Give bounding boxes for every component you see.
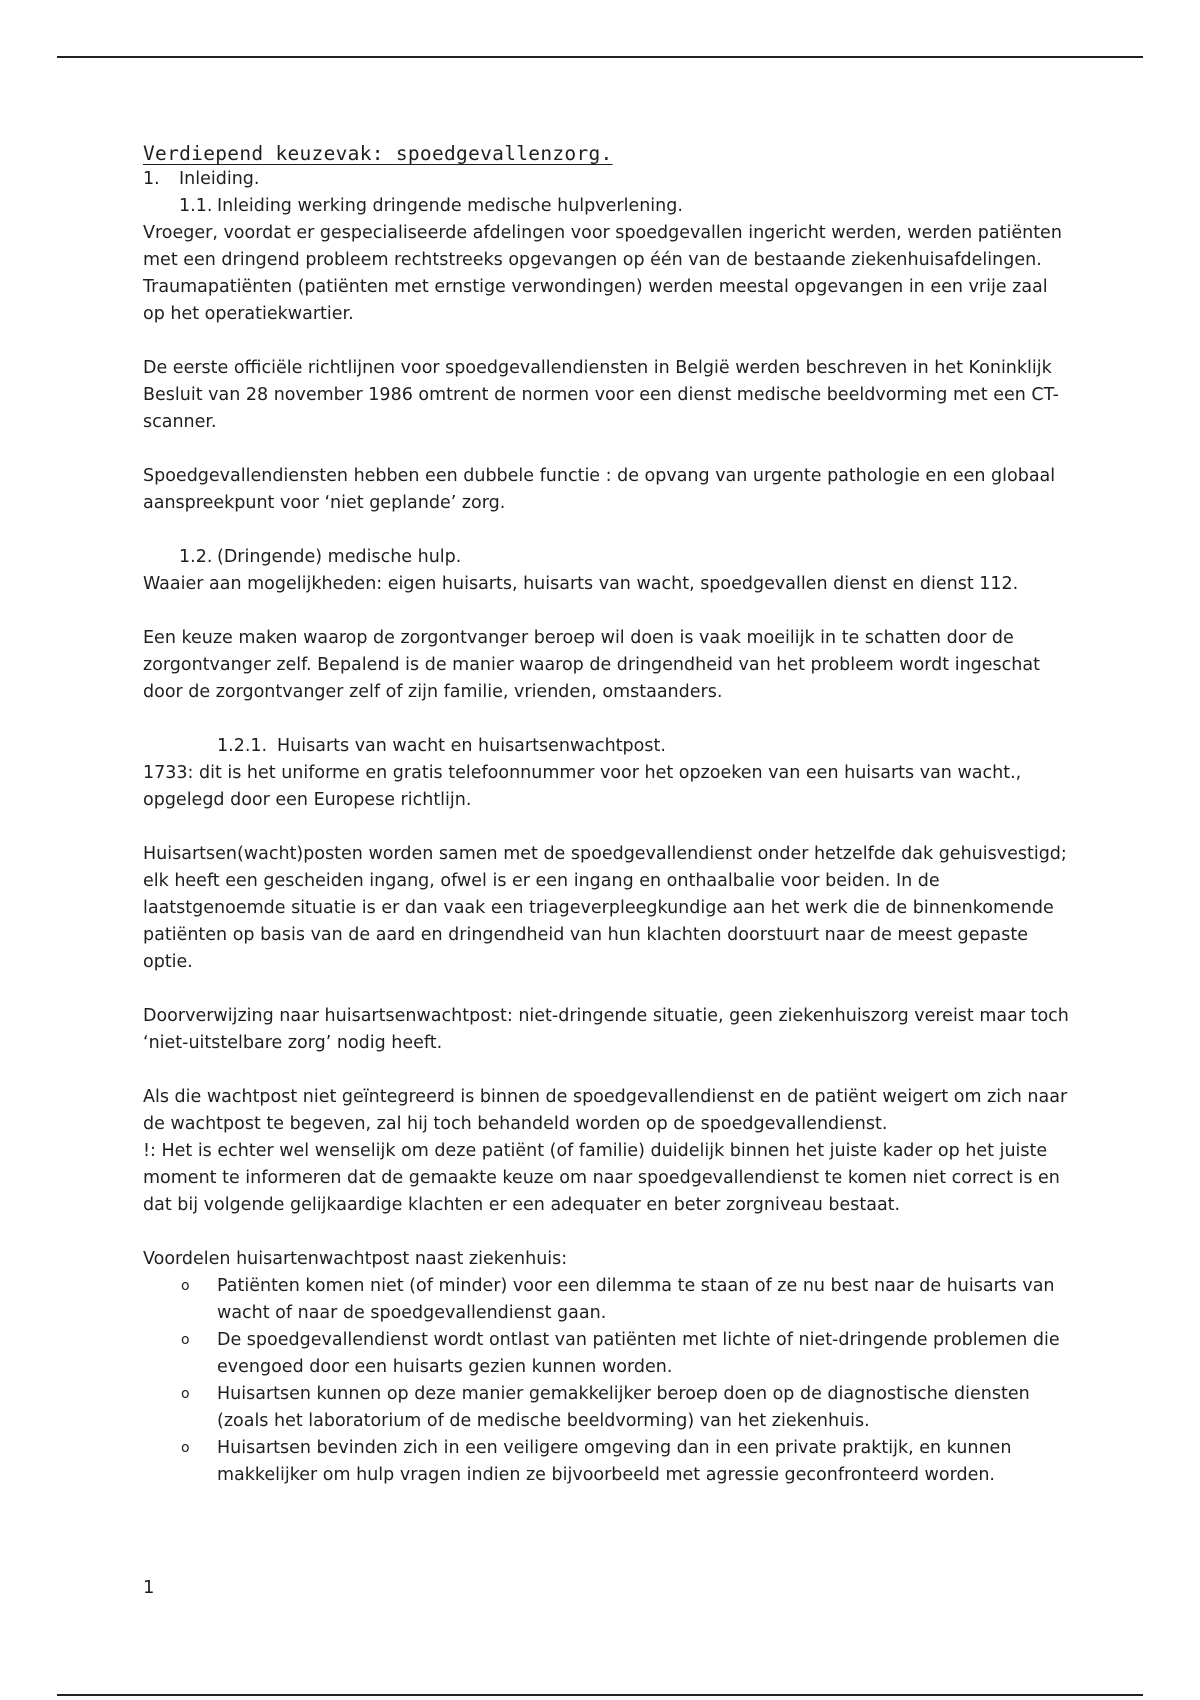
section-heading-1-2 [143, 544, 1073, 571]
section-number: 1.1. [179, 196, 213, 216]
section-number: 1. [143, 169, 160, 189]
page-number: 1 [143, 1577, 155, 1598]
bullet-icon: o [181, 1386, 190, 1402]
list-item-text: Patiënten komen niet (of minder) voor een dilemma te staan of ze nu best naar de huisarts van wacht of naar de spoedgevallendienst gaan. [217, 1276, 1055, 1323]
list-item [143, 1381, 1073, 1435]
section-heading-1-2-1 [143, 733, 1073, 760]
list-item-text: Huisartsen kunnen op deze manier gemakkelijker beroep doen op de diagnostische diensten (zoals het laboratorium of de medische beeldvorming) van het ziekenhuis. [217, 1384, 1030, 1431]
section-title: (Dringende) medische hulp. [217, 547, 462, 567]
paragraph: Als die wachtpost niet geïntegreerd is binnen de spoedgevallendienst en de patiënt weigert om zich naar de wachtpost te begeven, zal hij toch behandeld worden op de spoedgevallendienst. [143, 1087, 1068, 1134]
bullet-icon: o [181, 1332, 190, 1348]
section-title: Huisarts van wacht en huisartsenwachtpost. [277, 736, 666, 756]
list-item [143, 1435, 1073, 1489]
paragraph: Voordelen huisartenwachtpost naast ziekenhuis: [143, 1249, 568, 1269]
paragraph: Spoedgevallendiensten hebben een dubbele functie : de opvang van urgente pathologie en een globaal aanspreekpunt voor ‘niet geplande’ zorg. [143, 466, 1056, 513]
paragraph: De eerste officiële richtlijnen voor spoedgevallendiensten in België werden beschreven in het Koninklijk Besluit van 28 november 1986 omtrent de normen voor een dienst medische beeldvorming met een CT-scanner. [143, 358, 1059, 432]
paragraph: Een keuze maken waarop de zorgontvanger beroep wil doen is vaak moeilijk in te schatten door de zorgontvanger zelf. Bepalend is de manier waarop de dringendheid van het probleem wordt ingeschat door de zorgontvanger zelf of zijn familie, vrienden, omstaanders. [143, 628, 1040, 702]
paragraph: Huisartsen(wacht)posten worden samen met de spoedgevallendienst onder hetzelfde dak gehuisvestigd; elk heeft een gescheiden ingang, ofwel is er een ingang en onthaalbalie voor beiden. In de laatstgenoemde situatie is er dan vaak een triageverpleegkundige aan het werk die de binnenkomende patiënten op basis van de aard en dringendheid van hun klachten doorstuurt naar de meest gepaste optie. [143, 844, 1067, 972]
section-heading-1-1 [143, 193, 1073, 220]
list-item [143, 1273, 1073, 1327]
footer-rule [57, 1694, 1143, 1696]
bullet-icon: o [181, 1440, 190, 1456]
section-number: 1.2. [179, 547, 213, 567]
advantages-list [143, 1273, 1073, 1489]
list-item-text: Huisartsen bevinden zich in een veiligere omgeving dan in een private praktijk, en kunnen makkelijker om hulp vragen indien ze bijvoorbeeld met agressie geconfronteerd worden. [217, 1438, 1012, 1485]
header-rule [57, 56, 1143, 58]
section-number: 1.2.1. [217, 736, 268, 756]
paragraph: Doorverwijzing naar huisartsenwachtpost: niet-dringende situatie, geen ziekenhuiszorg vereist maar toch ‘niet-uitstelbare zorg’ nodig heeft. [143, 1006, 1069, 1053]
document-title: Verdiepend keuzevak: spoedgevallenzorg. [143, 142, 613, 165]
paragraph: Waaier aan mogelijkheden: eigen huisarts, huisarts van wacht, spoedgevallen dienst en dienst 112. [143, 574, 1019, 594]
bullet-icon: o [181, 1278, 190, 1294]
document-body [143, 142, 1073, 1489]
paragraph: !: Het is echter wel wenselijk om deze patiënt (of familie) duidelijk binnen het juiste kader op het juiste moment te informeren dat de gemaakte keuze om naar spoedgevallendienst te komen niet correct is en dat bij volgende gelijkaardige klachten er een adequater en beter zorgniveau bestaat. [143, 1141, 1060, 1215]
section-title: Inleiding. [179, 169, 260, 189]
paragraph: 1733: dit is het uniforme en gratis telefoonnummer voor het opzoeken van een huisarts van wacht., opgelegd door een Europese richtlijn. [143, 763, 1022, 810]
section-heading-1 [143, 166, 1073, 193]
paragraph: Vroeger, voordat er gespecialiseerde afdelingen voor spoedgevallen ingericht werden, werden patiënten met een dringend probleem rechtstreeks opgevangen op één van de bestaande ziekenhuisafdelingen. Traumapatiënten (patiënten met ernstige verwondingen) werden meestal opgevangen in een vrije zaal op het operatiekwartier. [143, 223, 1062, 324]
list-item [143, 1327, 1073, 1381]
section-title: Inleiding werking dringende medische hulpverlening. [217, 196, 683, 216]
list-item-text: De spoedgevallendienst wordt ontlast van patiënten met lichte of niet-dringende problemen die evengoed door een huisarts gezien kunnen worden. [217, 1330, 1060, 1377]
